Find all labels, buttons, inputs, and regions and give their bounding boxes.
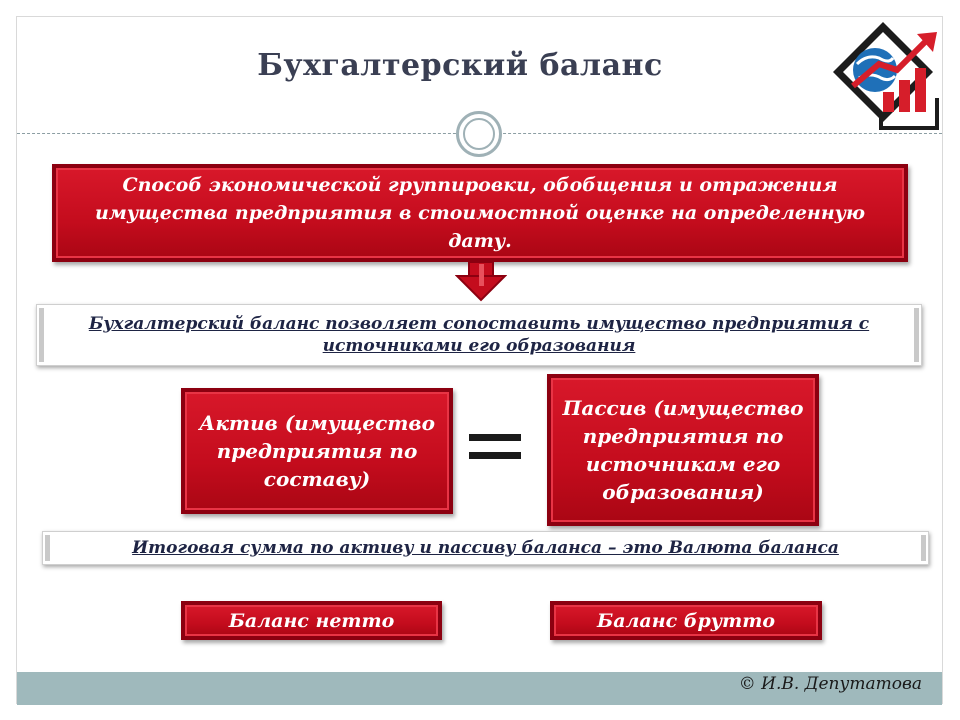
economy-logo-icon <box>833 18 943 136</box>
info-compare-box: Бухгалтерский баланс позволяет сопоставить имущество предприятия с источниками его образования <box>36 304 922 366</box>
balance-gross-box: Баланс брутто <box>550 601 822 640</box>
divider-ring-icon <box>456 111 502 157</box>
copyright-text: © И.В. Депутатова <box>738 674 922 694</box>
definition-box: Способ экономической группировки, обобщения и отражения имущества предприятия в стоимостной оценке на определенную дату. <box>52 164 908 262</box>
arrow-down-icon <box>455 262 507 302</box>
passiv-box: Пассив (имущество предприятия по источникам его образования) <box>547 374 819 526</box>
slide-title: Бухгалтерский баланс <box>257 48 663 83</box>
info-total-box: Итоговая сумма по активу и пассиву баланса – это Валюта баланса <box>42 531 929 565</box>
aktiv-box: Актив (имущество предприятия по составу) <box>181 388 453 514</box>
equals-sign-icon <box>469 430 521 462</box>
balance-net-box: Баланс нетто <box>181 601 442 640</box>
